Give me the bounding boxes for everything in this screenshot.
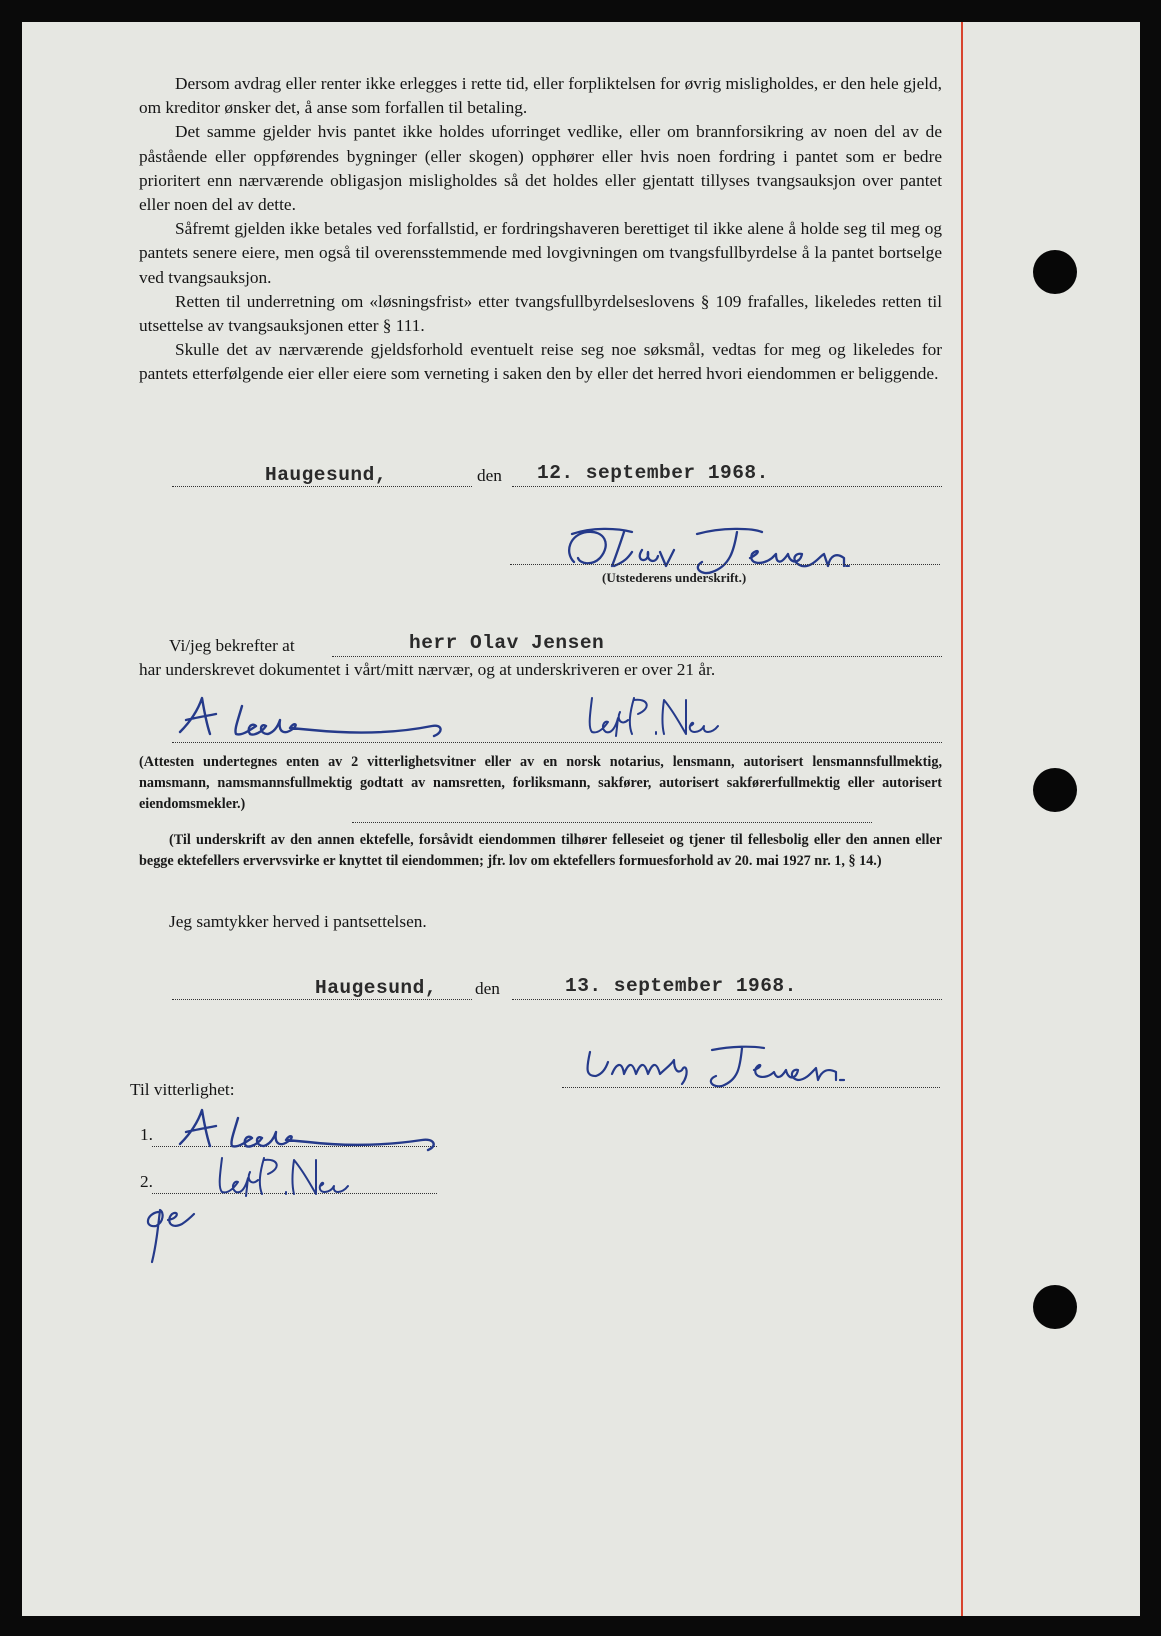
witness-number-1: 1.	[140, 1125, 153, 1144]
confirmation-text: har underskrevet dokumentet i vårt/mitt nærvær, og at underskriveren er over 21 år.	[139, 660, 716, 679]
spouse-note-text: (Til underskrift av den annen ektefelle, forsåvidt eiendommen tilhører felleseiet og tjener til fellesbolig eller den annen eller begge ektefellers ervervsvirke er knyttet til eiendommen; jfr. lov om ektefellers formuesforhold av 20. mai 1927 nr. 1, § 14.)	[139, 832, 942, 869]
consent-date: 13. september 1968.	[565, 975, 797, 997]
witness2-signature	[212, 1152, 362, 1202]
document-page	[22, 22, 1140, 1616]
issuer-date: 12. september 1968.	[537, 462, 769, 484]
terms-paragraph: Retten til underretning om «løsningsfrist» etter tvangsfullbyrdelseslovens § 109 frafalles, likeledes retten til utsettelse av tvangsauksjonen etter § 111.	[139, 291, 942, 336]
den-label: den	[477, 466, 502, 485]
witness1-signature	[172, 1104, 462, 1154]
witness2-signature-top	[582, 692, 722, 742]
den-label: den	[475, 979, 500, 998]
punch-hole	[1033, 1285, 1077, 1329]
terms-paragraph: Skulle det av nærværende gjeldsforhold eventuelt reise seg noe søksmål, vedtas for meg og likeledes for pantets etterfølgende eier eller eiere som verneting i saken den by eller det herred hvori eiendommen er beliggende.	[139, 340, 942, 384]
consent-date-line	[172, 977, 942, 1007]
terms-text	[139, 72, 942, 387]
margin-line	[961, 22, 963, 1616]
attest-note	[139, 752, 942, 815]
issuer-signature	[562, 522, 852, 577]
attest-note-text: (Attesten undertegnes enten av 2 vitterlighetsvitner eller av en norsk notarius, lensmann, autorisert lensmannsfullmektig, namsmann, namsmannsfullmektig godtatt av namsretten, forliksmann, sakfører, autorisert sakførerfullmektig eller autorisert eiendomsmekler.)	[139, 754, 942, 812]
witnesses-label: Til vitterlighet:	[130, 1080, 235, 1099]
consent-text: Jeg samtykker herved i pantsettelsen.	[169, 912, 427, 931]
signature-caption: (Utstederens underskrift.)	[602, 570, 747, 585]
issuer-place: Haugesund,	[265, 464, 388, 486]
consent-place: Haugesund,	[315, 977, 438, 999]
confirmation-prefix: Vi/jeg bekrefter at	[169, 636, 295, 655]
initials-mark	[134, 1192, 204, 1267]
issuer-date-line	[172, 464, 942, 494]
punch-hole	[1033, 250, 1077, 294]
terms-paragraph: Det samme gjelder hvis pantet ikke holdes uforringet vedlike, eller om brannforsikring av noen del av de påstående eller oppførendes bygninger (eller skogen) opphører eller hvis noen fordring i pantet som er bedre prioritert enn nærværende obligasjon misligholdes så det holdes eller gjentatt tillyses tvangsauksjon over pantet eller noen del av dette.	[139, 122, 942, 215]
spouse-note	[139, 830, 942, 872]
witness1-signature-top	[172, 692, 462, 742]
punch-hole	[1033, 768, 1077, 812]
witness-number-2: 2.	[140, 1172, 153, 1191]
confirmed-name: herr Olav Jensen	[409, 632, 605, 654]
consent-signature	[582, 1040, 882, 1090]
terms-paragraph: Såfremt gjelden ikke betales ved forfallstid, er fordringshaveren berettiget til ikke alene å holde seg til meg og pantets senere eiere, men også til overensstemmende med lovgivningen om tvangsfullbyrdelse å la pantet bortselge ved tvangsauksjon.	[139, 219, 942, 287]
terms-paragraph: Dersom avdrag eller renter ikke erlegges i rette tid, eller forpliktelsen for øvrig misligholdes, er den hele gjeld, om kreditor ønsker det, å anse som forfallen til betaling.	[139, 74, 942, 118]
